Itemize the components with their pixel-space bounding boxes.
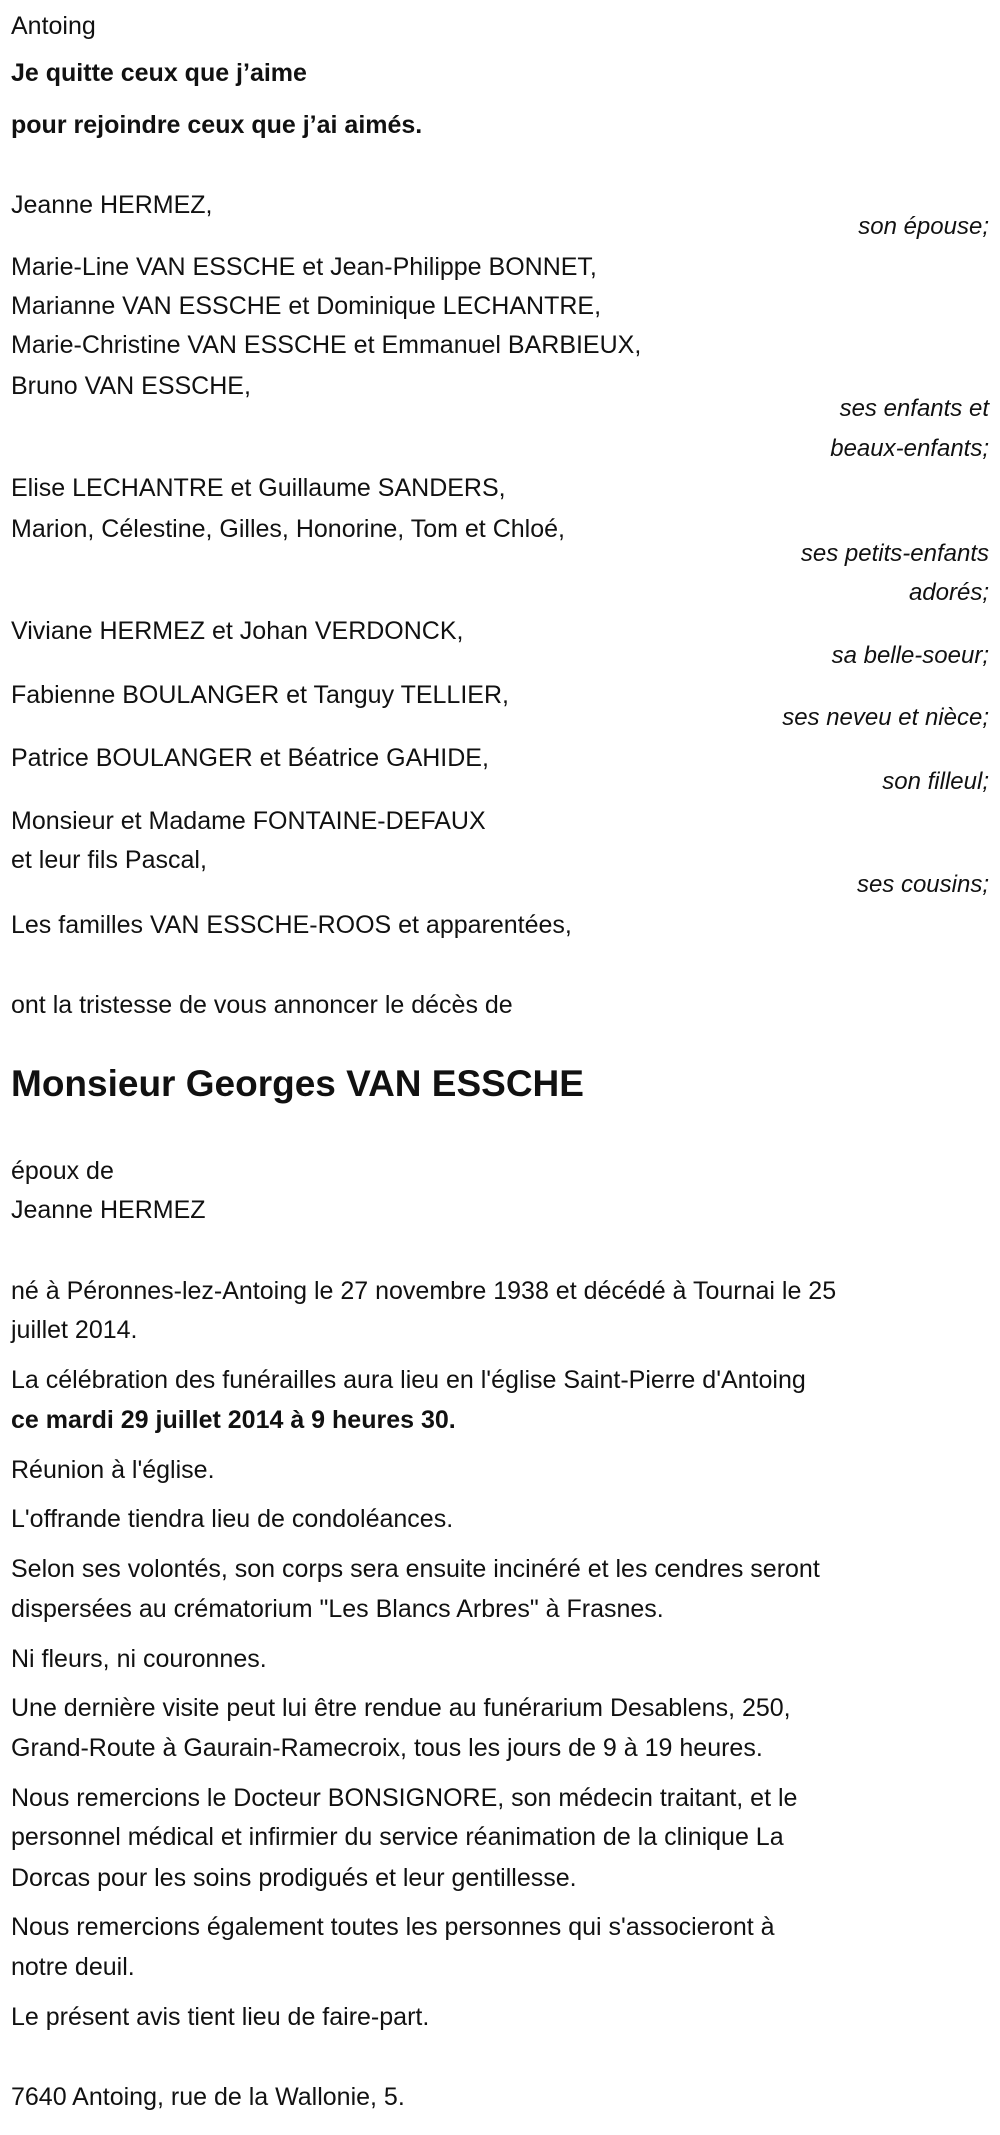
family-name: Patrice BOULANGER et Béatrice GAHIDE, (11, 744, 489, 772)
ceremony: La célébration des funérailles aura lieu en l'église Saint-Pierre d'Antoing (11, 1366, 806, 1394)
birth-death: né à Péronnes-lez-Antoing le 27 novembre 1938 et décédé à Tournai le 25 (11, 1277, 837, 1305)
visit: Une dernière visite peut lui être rendue au funérarium Desablens, 250, (11, 1694, 791, 1722)
family-relation: ses cousins; (856, 871, 989, 898)
family-relation: son épouse; (858, 213, 989, 240)
spouse-label: époux de (11, 1157, 114, 1185)
visit: Grand-Route à Gaurain-Ramecroix, tous les jours de 9 à 19 heures. (11, 1734, 763, 1762)
address: 7640 Antoing, rue de la Wallonie, 5. (11, 2083, 405, 2111)
thanks-all: Nous remercions également toutes les personnes qui s'associeront à (11, 1913, 775, 1941)
flowers: Ni fleurs, ni couronnes. (11, 1645, 267, 1673)
family-relation: adorés; (908, 579, 989, 606)
thanks-all: notre deuil. (11, 1953, 135, 1981)
quote-line: pour rejoindre ceux que j’ai aimés. (11, 111, 423, 139)
family-name: Marie-Christine VAN ESSCHE et Emmanuel BARBIEUX, (11, 331, 642, 359)
family-name: Monsieur et Madame FONTAINE-DEFAUX (11, 807, 486, 835)
family-name: Viviane HERMEZ et Johan VERDONCK, (11, 617, 464, 645)
announcement: ont la tristesse de vous annoncer le décès de (11, 991, 513, 1019)
wishes: Selon ses volontés, son corps sera ensuite incinéré et les cendres seront (11, 1555, 820, 1583)
birth-death: juillet 2014. (11, 1316, 138, 1344)
family-name: Fabienne BOULANGER et Tanguy TELLIER, (11, 681, 509, 709)
offering: L'offrande tiendra lieu de condoléances. (11, 1505, 454, 1533)
family-relation: sa belle-soeur; (831, 642, 989, 669)
ceremony-date: ce mardi 29 juillet 2014 à 9 heures 30. (11, 1406, 456, 1434)
family-relation: ses neveu et nièce; (782, 704, 989, 731)
family-name: Jeanne HERMEZ, (11, 191, 213, 219)
thanks: personnel médical et infirmier du service réanimation de la clinique La (11, 1823, 784, 1851)
family-name: Les familles VAN ESSCHE-ROOS et apparentées, (11, 911, 572, 939)
family-name: Marion, Célestine, Gilles, Honorine, Tom et Chloé, (11, 515, 565, 543)
family-relation: son filleul; (882, 768, 989, 795)
wishes: dispersées au crématorium "Les Blancs Arbres" à Frasnes. (11, 1595, 664, 1623)
family-relation: ses enfants et (839, 395, 989, 422)
family-relation: beaux-enfants; (830, 435, 989, 462)
meeting: Réunion à l'église. (11, 1456, 215, 1484)
thanks: Nous remercions le Docteur BONSIGNORE, son médecin traitant, et le (11, 1784, 798, 1812)
notice: Le présent avis tient lieu de faire-part. (11, 2003, 430, 2031)
family-name: Bruno VAN ESSCHE, (11, 372, 251, 400)
family-name: Marie-Line VAN ESSCHE et Jean-Philippe BONNET, (11, 253, 597, 281)
deceased-name: Monsieur Georges VAN ESSCHE (11, 1063, 584, 1104)
place: Antoing (11, 12, 96, 40)
family-name: Marianne VAN ESSCHE et Dominique LECHANTRE, (11, 292, 602, 320)
family-relation: ses petits-enfants (800, 540, 989, 567)
family-name: Elise LECHANTRE et Guillaume SANDERS, (11, 474, 506, 502)
thanks: Dorcas pour les soins prodigués et leur gentillesse. (11, 1864, 577, 1892)
family-name: et leur fils Pascal, (11, 846, 207, 874)
spouse-name: Jeanne HERMEZ (11, 1196, 206, 1224)
quote-line: Je quitte ceux que j’aime (11, 59, 307, 87)
